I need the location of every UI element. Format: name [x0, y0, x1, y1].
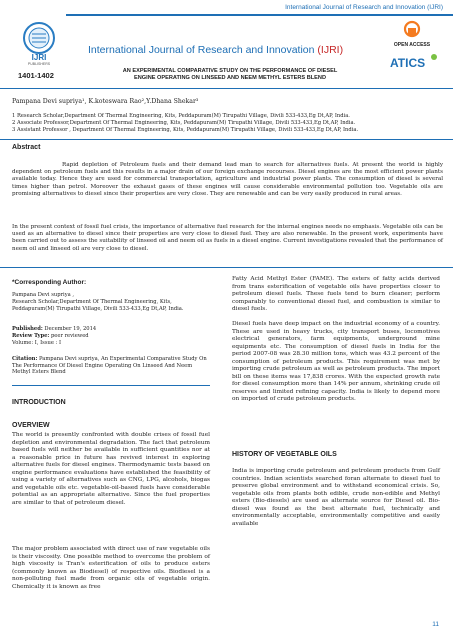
abstract-p1: Rapid depletion of Petroleum fuels and their demand lead man to search for alternatives fuels. At present the world is highly dependent on petroleum fuels and this results in a major drain of our foreign exchange recourses. Diesel engines are the most efficient power plants available today. Hence they are used for commercial transportation, agriculture and industrial power plants. The consumption of diesel is several times higher than petrol. Moreover the exhaust gases of these engines will cause considerable environmental pollution too. Vegetable oils are promising alternatives to diesel since their properties are very close. They are renewable and can be very easily produced in rural areas. [12, 162, 443, 197]
volume-line: Volume: I, Issue : I [12, 340, 62, 346]
citation-rule [12, 385, 210, 386]
open-access-text: OPEN ACCESS [393, 42, 431, 48]
history-heading: HISTORY OF VEGETABLE OILS [232, 451, 337, 458]
citation [12, 356, 210, 376]
ijri-number: 1401-1402 [18, 71, 54, 80]
introduction-heading: INTRODUCTION [12, 399, 66, 406]
ijri-logo [18, 20, 60, 66]
abstract-heading: Abstract [12, 144, 41, 151]
abstract-end-rule [0, 267, 453, 268]
corresponding-author-heading: *Corresponding Author: [12, 279, 87, 286]
header-rule [66, 14, 453, 16]
atics-logo [388, 52, 438, 72]
ijri-publisher: PUBLISHERS [27, 62, 51, 66]
review-label: Review Type: [12, 333, 50, 339]
page-number: 11 [432, 621, 439, 628]
paper-title [80, 68, 380, 82]
running-title: International Journal of Research and Innovation (IJRI) [285, 4, 443, 11]
affiliation-1: 1 Research Scholar,Department Of Thermal Engineering, Kits, Peddapuram(M) Tirupathi Village, Divili 533-433,Eg Dt,AP, India. [12, 113, 350, 119]
paper-title-line2: ENGINE OPERATING ON LINSEED AND NEEM METHYL ESTERS BLEND [134, 75, 326, 81]
published-label: Published: [12, 326, 43, 332]
journal-name: International Journal of Research and Innovation [88, 44, 318, 56]
review-value: peer reviewed [49, 333, 89, 339]
paper-title-line1: AN EXPERIMENTAL COMPARATIVE STUDY ON THE PERFORMANCE OF DIESEL [122, 68, 338, 74]
right-p2: Diesel fuels have deep impact on the industrial economy of a country. These are used in heavy trucks, city transport buses, locomotives electrical generators, farm equipments, underground mine equipments etc. The consumption of diesel fuels in India for the period 2007-08 was 28.30 million tons, which was 43.2 percent of the consumption of petroleum products. This requirement was met by importing crude petroleum as well as petroleum products. The import bill on these items was 17,838 crores. With the expected growth rate for diesel consumption more than 14% per annum, shrinking crude oil reserves and limited refining capacity. India is likely to depend more on imported of crude petroleum products. [232, 321, 440, 402]
authors: Pampana Devi supriya¹, K.koteswara Rao²,Y.Dhana Shekar³ [12, 98, 199, 105]
published-value: December 19, 2014 [42, 326, 97, 332]
published-line [12, 326, 212, 333]
overview-text: The world is presently confronted with double crises of fossil fuel depletion and environmental degradation. The fact that petroleum based fuels will neither be available in sufficient quantities nor at a reasonable price in future has revived interest in exploring alternative fuels for diesel engines. Thermodynamic tests based on engine performance evaluations have established the feasibility of using a variety of alternatives such as CNG, LPG, alcohols, biogas and vegetable oils etc. vegetable-oil-based fuels have considerable potential as an appropriate alternative. Since the fuel properties are similar to that of petroleum diesel. [12, 432, 210, 506]
corresponding-author-affiliation: Research Scholar,Department Of Thermal Engineering, Kits, Peddapuram(M) Tirupathi Village, Divili 533-433,Eg Dt,AP, India. [12, 299, 184, 312]
right-p1: Fatty Acid Methyl Ester (FAME). The esters of fatty acids derived from trans esterification of vegetable oils have properties closer to petroleum diesel fuels. These fuels tend to burn cleaner; perform comparably to conventional diesel fuel, and combustion is similar to diesel fuels. [232, 276, 440, 312]
review-line [12, 333, 212, 340]
abstract-rule [0, 139, 453, 140]
ijri-logo-text: IJRI [31, 53, 47, 62]
citation-label: Citation: [12, 356, 38, 362]
open-access-logo [384, 18, 440, 48]
title-rule [0, 88, 453, 89]
overview-heading: OVERVIEW [12, 422, 50, 429]
citation-value: Pampana Devi supriya, An Experimental Comparative Study On The Performance Of Diesel Engine Operating On Linseed And Neem Methyl Esters Blend [12, 356, 207, 376]
abstract-p2: In the present context of fossil fuel crisis, the importance of alternative fuel research for the internal engines needs no emphasis. Vegetable oils can be used as an alternative to diesel since their properties are very close to diesel fuel. They are also renewable. In the present work, experiments have been carried out to assess the suitability of linseed oil and neem oil as fuels in a diesel engine. Current investigations revealed that the performance of neem oil and linseed oil are very close to diesel. [12, 224, 443, 252]
overview-text-2: The major problem associated with direct use of raw vegetable oils is their viscosity. One possible method to overcome the problem of high viscosity is Tran's esterification of oils to produce esters (commonly known as Biodiesel) of respective oils. Biodiesel is a non-polluting fuel made from organic oils of vegetable origin. Chemically it is known as free [12, 546, 210, 590]
corresponding-author-name: Pampana Devi supriya , [12, 292, 75, 298]
journal-acronym: (IJRI) [317, 44, 344, 56]
atics-text: ATICS [390, 56, 426, 70]
affiliation-2: 2 Associate Professor,Department Of Thermal Engineering, Kits, Peddapuram(M) Tirupathi Village, Divili 533-433,Eg Dt,AP, India. [12, 120, 356, 126]
right-p3: India is importing crude petroleum and petroleum products from Gulf countries. Indian scientists searched foran alternate to diesel fuel to preserve global environment and to withstand economical crisis. So, vegetable oils from plants both edible, crude non-edible and Methyl esters (Bio-diesels) are used as alternate source for Diesel oil. Bio-diesel was found as the best alternate fuel, technically and environmentally acceptable, environmentally competitive and easily available [232, 468, 440, 527]
journal-title [88, 44, 343, 56]
affiliation-3: 3 Assistant Professor , Department Of Thermal Engineering, Kits, Peddapuram(M) Tirupathi Village, Divili 533-433,Eg Dt,AP, India. [12, 127, 359, 133]
